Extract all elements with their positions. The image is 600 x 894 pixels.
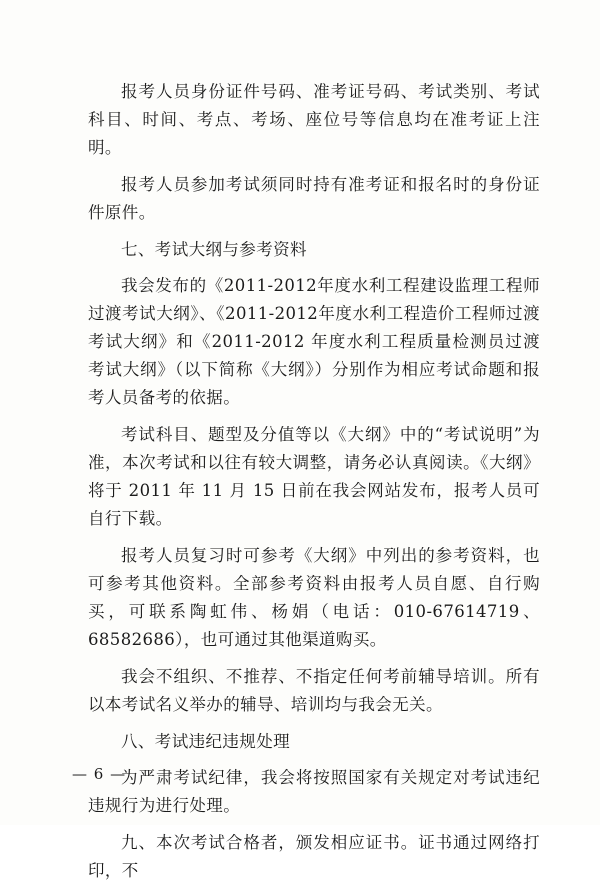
paragraph-certificate: 九、本次考试合格者，颁发相应证书。证书通过网络打印，不 [88, 833, 540, 880]
paragraph-discipline: 为严肃考试纪律，我会将按照国家有关规定对考试违纪违规行为进行处理。 [88, 768, 540, 815]
section-heading-syllabus: 七、考试大纲与参考资料 [121, 240, 307, 259]
paragraph-no-training: 我会不组织、不推荐、不指定任何考前辅导培训。所有以本考试名义举办的辅导、培训均与我会无关。 [88, 667, 540, 714]
paragraph-admission-ticket-info: 报考人员身份证件号码、准考证号码、考试类别、考试科目、时间、考点、考场、座位号等信息均在准考证上注明。 [88, 82, 540, 157]
paragraph-reference-materials: 报考人员复习时可参考《大纲》中列出的参考资料，也可参考其他资料。全部参考资料由报考人员自愿、自行购买，可联系陶虹伟、杨娟（电话：010-67614719、68582686），也可通过其他渠道购买。 [88, 546, 540, 649]
paragraph-id-requirement: 报考人员参加考试须同时持有准考证和报名时的身份证件原件。 [88, 175, 540, 222]
paragraph-exam-subjects: 考试科目、题型及分值等以《大纲》中的“考试说明”为准，本次考试和以往有较大调整，请务必认真阅读。《大纲》将于 2011 年 11 月 15 日前在我会网站发布，报考人员可自行下载。 [88, 425, 540, 528]
section-heading-violations: 八、考试违纪违规处理 [121, 732, 290, 751]
paragraph-syllabus-publication: 我会发布的《2011-2012年度水利工程建设监理工程师过渡考试大纲》、《2011-2012年度水利工程造价工程师过渡考试大纲》和《2011-2012 年度水利工程质量检测员过渡考试大纲》（以下简称《大纲》）分别作为相应考试命题和报考人员备考的依据。 [88, 276, 540, 407]
page-number: — 6 — [72, 765, 127, 783]
document-body [88, 78, 540, 894]
